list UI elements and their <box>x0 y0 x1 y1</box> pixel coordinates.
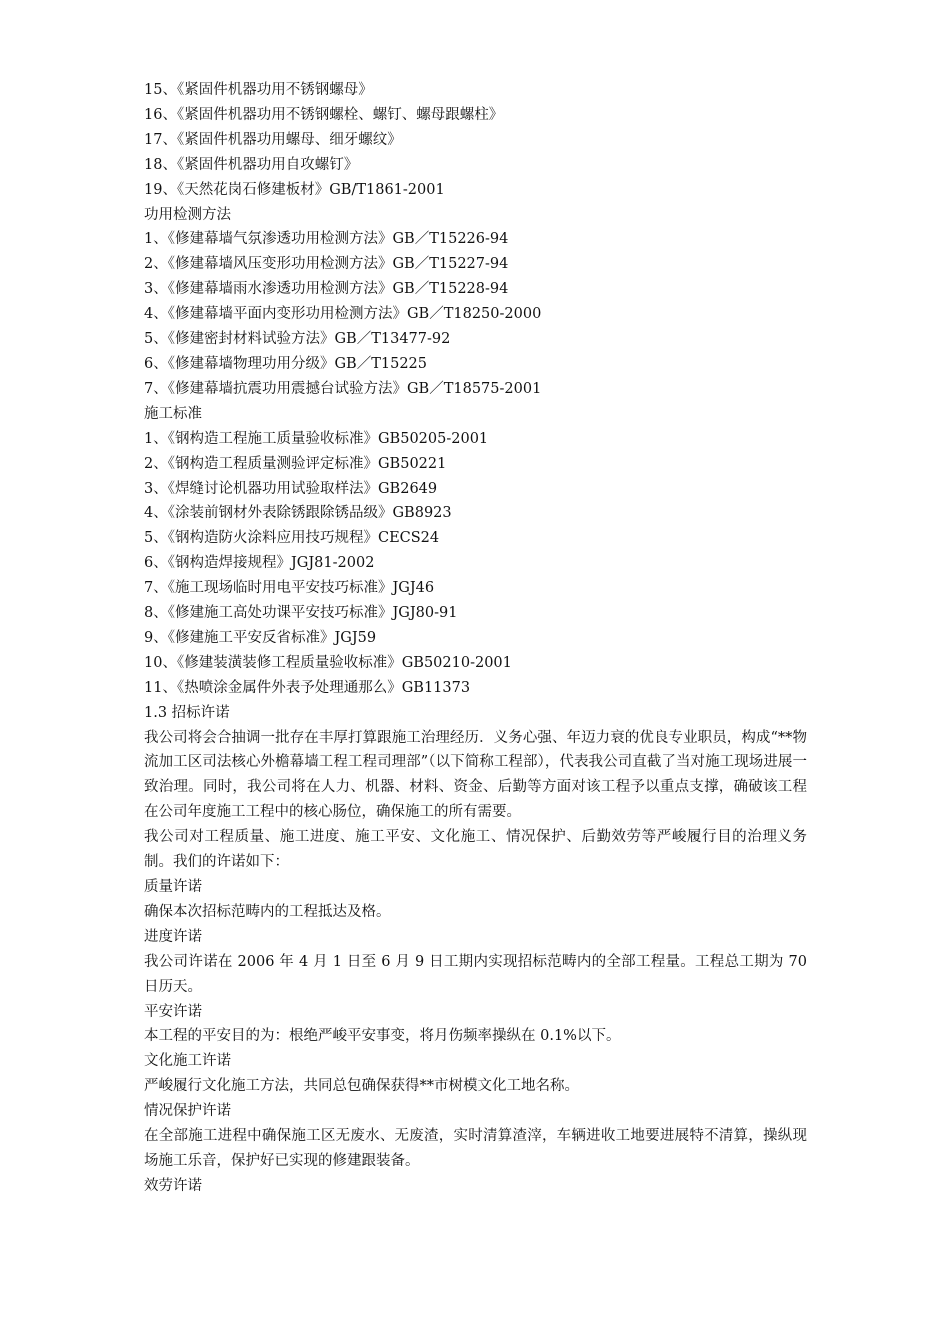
construction-standard-item: 3、《焊缝讨论机器功用试验取样法》GB2649 <box>144 480 438 497</box>
safety-heading: 平安许诺 <box>144 1003 202 1020</box>
civil-construction-heading: 文化施工许诺 <box>144 1053 231 1070</box>
quality-heading: 质量许诺 <box>144 879 202 895</box>
construction-standard-item: 4、《涂装前钢材外表除锈跟除锈品级》GB8923 <box>144 505 452 522</box>
civil-construction-text: 严峻履行文化施工方法，共同总包确保获得**市树模文化工地名称。 <box>144 1078 579 1095</box>
document-page <box>144 78 807 1199</box>
materials-item: 17、《紧固件机器功用螺母、细牙螺纹》 <box>144 131 402 148</box>
materials-item: 18、《紧固件机器功用自攻螺钉》 <box>144 156 359 173</box>
test-methods-heading: 功用检测方法 <box>144 206 231 223</box>
construction-standard-item: 2、《钢构造工程质量测验评定标准》GB50221 <box>144 455 447 472</box>
construction-standard-item: 6、《钢构造焊接规程》JGJ81-2002 <box>144 555 375 572</box>
materials-item: 19、《天然花岗石修建板材》GB/T1861-2001 <box>144 181 445 198</box>
test-method-item: 7、《修建幕墙抗震功用震撼台试验方法》GB／T18575-2001 <box>144 380 542 397</box>
construction-standard-item: 9、《修建施工平安反省标准》JGJ59 <box>144 629 377 646</box>
test-method-item: 5、《修建密封材料试验方法》GB／T13477-92 <box>144 331 451 348</box>
schedule-heading: 进度许诺 <box>144 928 202 945</box>
construction-standards-heading: 施工标准 <box>144 405 202 422</box>
service-heading: 效劳许诺 <box>144 1177 202 1194</box>
materials-item: 16、《紧固件机器功用不锈钢螺栓、螺钉、螺母跟螺柱》 <box>144 106 504 123</box>
construction-standard-item: 5、《钢构造防火涂料应用技巧规程》CECS24 <box>144 530 440 547</box>
environment-heading: 情况保护许诺 <box>144 1103 231 1120</box>
test-method-item: 4、《修建幕墙平面内变形功用检测方法》GB／T18250-2000 <box>144 306 542 323</box>
safety-text: 本工程的平安目的为：根绝严峻平安事变，将月伤频率操纵在 0.1%以下。 <box>144 1028 621 1045</box>
schedule-text: 我公司许诺在 2006 年 4 月 1 日至 6 月 9 日工期内实现招标范畴内的全部工程量。工程总工期为 70 日历天。 <box>144 953 807 995</box>
materials-item: 15、《紧固件机器功用不锈钢螺母》 <box>144 82 373 98</box>
construction-standard-item: 7、《施工现场临时用电平安技巧标准》JGJ46 <box>144 580 435 597</box>
test-method-item: 6、《修建幕墙物理功用分级》GB／T15225 <box>144 355 428 372</box>
construction-standard-item: 8、《修建施工高处功课平安技巧标准》JGJ80-91 <box>144 605 458 622</box>
test-method-item: 2、《修建幕墙风压变形功用检测方法》GB／T15227-94 <box>144 256 509 273</box>
quality-text: 确保本次招标范畴内的工程抵达及格。 <box>144 903 391 920</box>
environment-text: 在全部施工进程中确保施工区无废水、无废渣，实时清算渣滓，车辆进收工地要进展特不清算，操纵现场施工乐音，保护好已实现的修建跟装备。 <box>144 1128 807 1169</box>
test-method-item: 1、《修建幕墙气氛渗透功用检测方法》GB／T15226-94 <box>144 231 509 248</box>
test-method-item: 3、《修建幕墙雨水渗透功用检测方法》GB／T15228-94 <box>144 281 509 298</box>
commitment-intro-paragraph-2: 我公司对工程质量、施工进度、施工平安、文化施工、情况保护、后勤效劳等严峻履行目的治理义务制。我们的许诺如下： <box>144 829 807 871</box>
commitment-intro-paragraph: 我公司将会合抽调一批存在丰厚打算跟施工治理经历．义务心强、年迈力衰的优良专业职员，构成“**物流加工区司法核心外檐幕墙工程工程司理部”（以下简称工程部），代表我公司直截了当对施工现场进展一致治理。同时，我公司将在人力、机器、材料、资金、后勤等方面对该工程予以重点支撑，确破该工程在公司年度施工工程中的核心肠位，确保施工的所有需要。 <box>144 729 807 821</box>
construction-standard-item: 1、《钢构造工程施工质量验收标准》GB50205-2001 <box>144 430 489 447</box>
construction-standard-item: 10、《修建装潢装修工程质量验收标准》GB50210-2001 <box>144 654 512 671</box>
commitment-heading: 1.3 招标许诺 <box>144 704 230 721</box>
construction-standard-item: 11、《热喷涂金属件外表予处理通那么》GB11373 <box>144 679 471 696</box>
